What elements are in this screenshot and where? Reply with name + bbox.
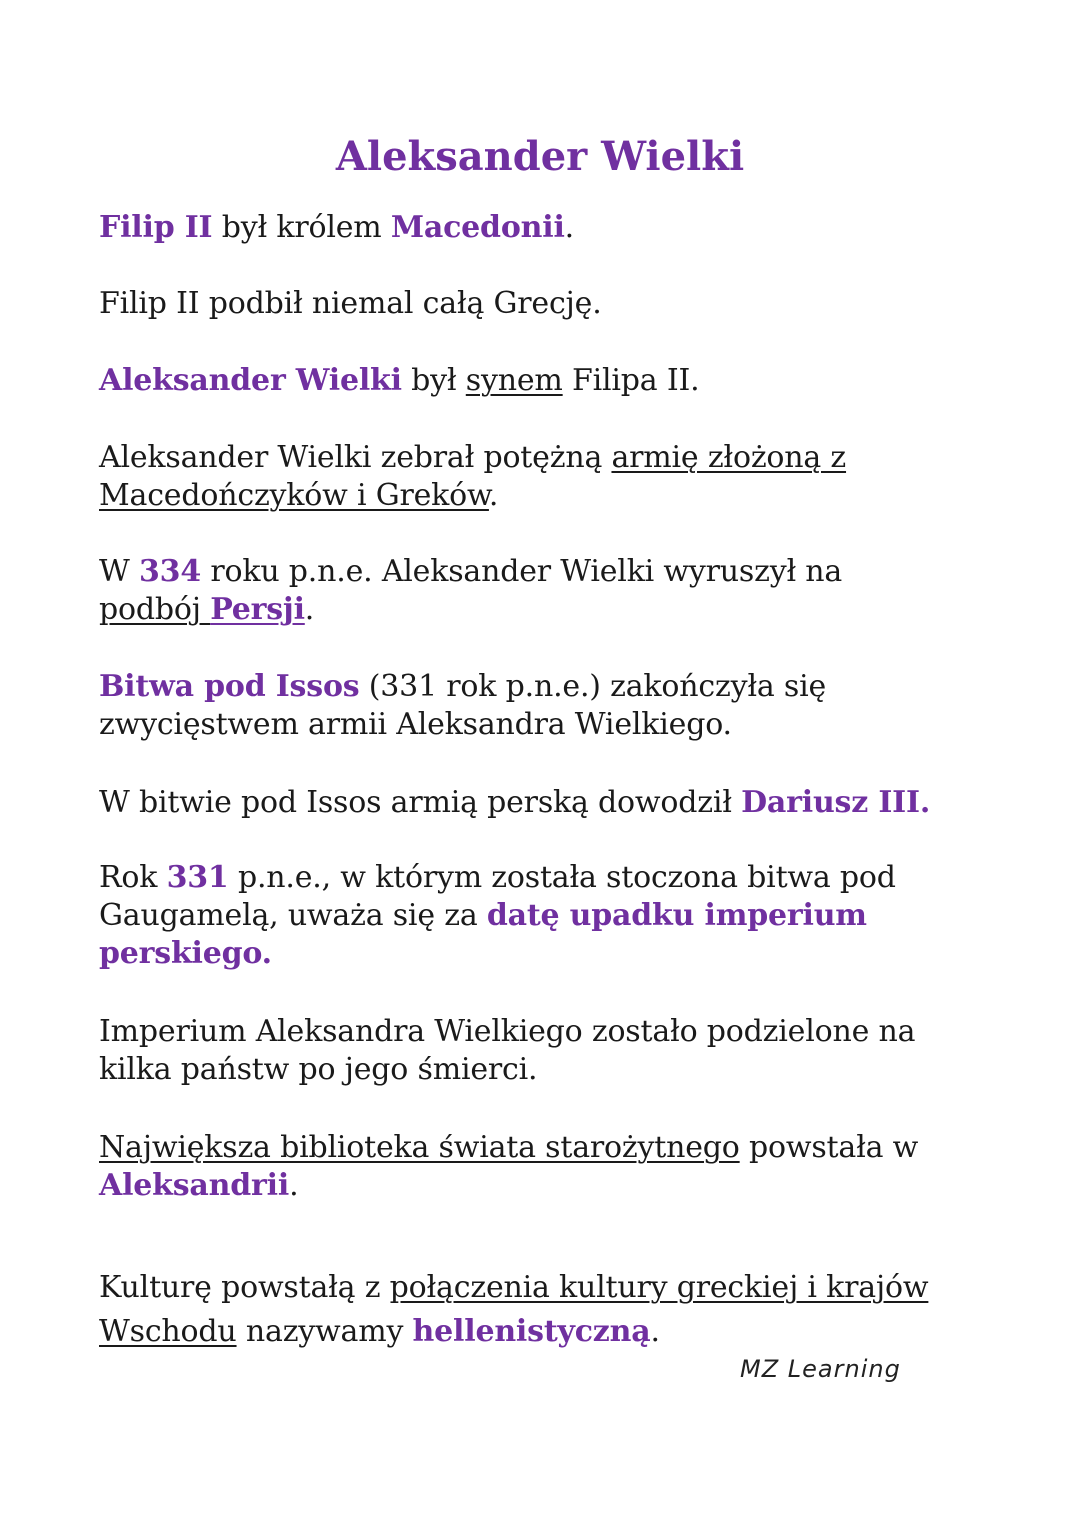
paragraph-issos-battle: Bitwa pod Issos (331 rok p.n.e.) zakończyła się zwycięstwem armii Aleksandra Wielkiego. bbox=[99, 669, 827, 742]
paragraph-army: Aleksander Wielki zebrał potężną armię złożoną z Macedończyków i Greków. bbox=[99, 440, 847, 513]
paragraph-library: Największa biblioteka świata starożytnego powstała w Aleksandrii. bbox=[99, 1130, 919, 1203]
paragraph-filip-king: Filip II był królem Macedonii. bbox=[99, 210, 574, 245]
paragraph-darius: W bitwie pod Issos armią perską dowodził Dariusz III. bbox=[99, 785, 931, 820]
signature: MZ Learning bbox=[740, 1355, 901, 1383]
page-title: Aleksander Wielki bbox=[335, 133, 745, 180]
paragraph-gaugamela: Rok 331 p.n.e., w którym została stoczona bitwa pod Gaugamelą, uważa się za datę upadku imperium perskiego. bbox=[99, 860, 896, 971]
paragraph-persia-conquest: W 334 roku p.n.e. Aleksander Wielki wyruszył na podbój Persji. bbox=[99, 554, 843, 627]
paragraph-hellenistic: Kulturę powstałą z połączenia kultury greckiej i krajów Wschodu nazywamy hellenistyczną. bbox=[99, 1270, 929, 1349]
paragraph-empire-split: Imperium Aleksandra Wielkiego zostało podzielone na kilka państw po jego śmierci. bbox=[99, 1014, 916, 1087]
paragraph-alexander-son: Aleksander Wielki był synem Filipa II. bbox=[99, 363, 700, 398]
paragraph-filip-greece: Filip II podbił niemal całą Grecję. bbox=[99, 286, 602, 321]
